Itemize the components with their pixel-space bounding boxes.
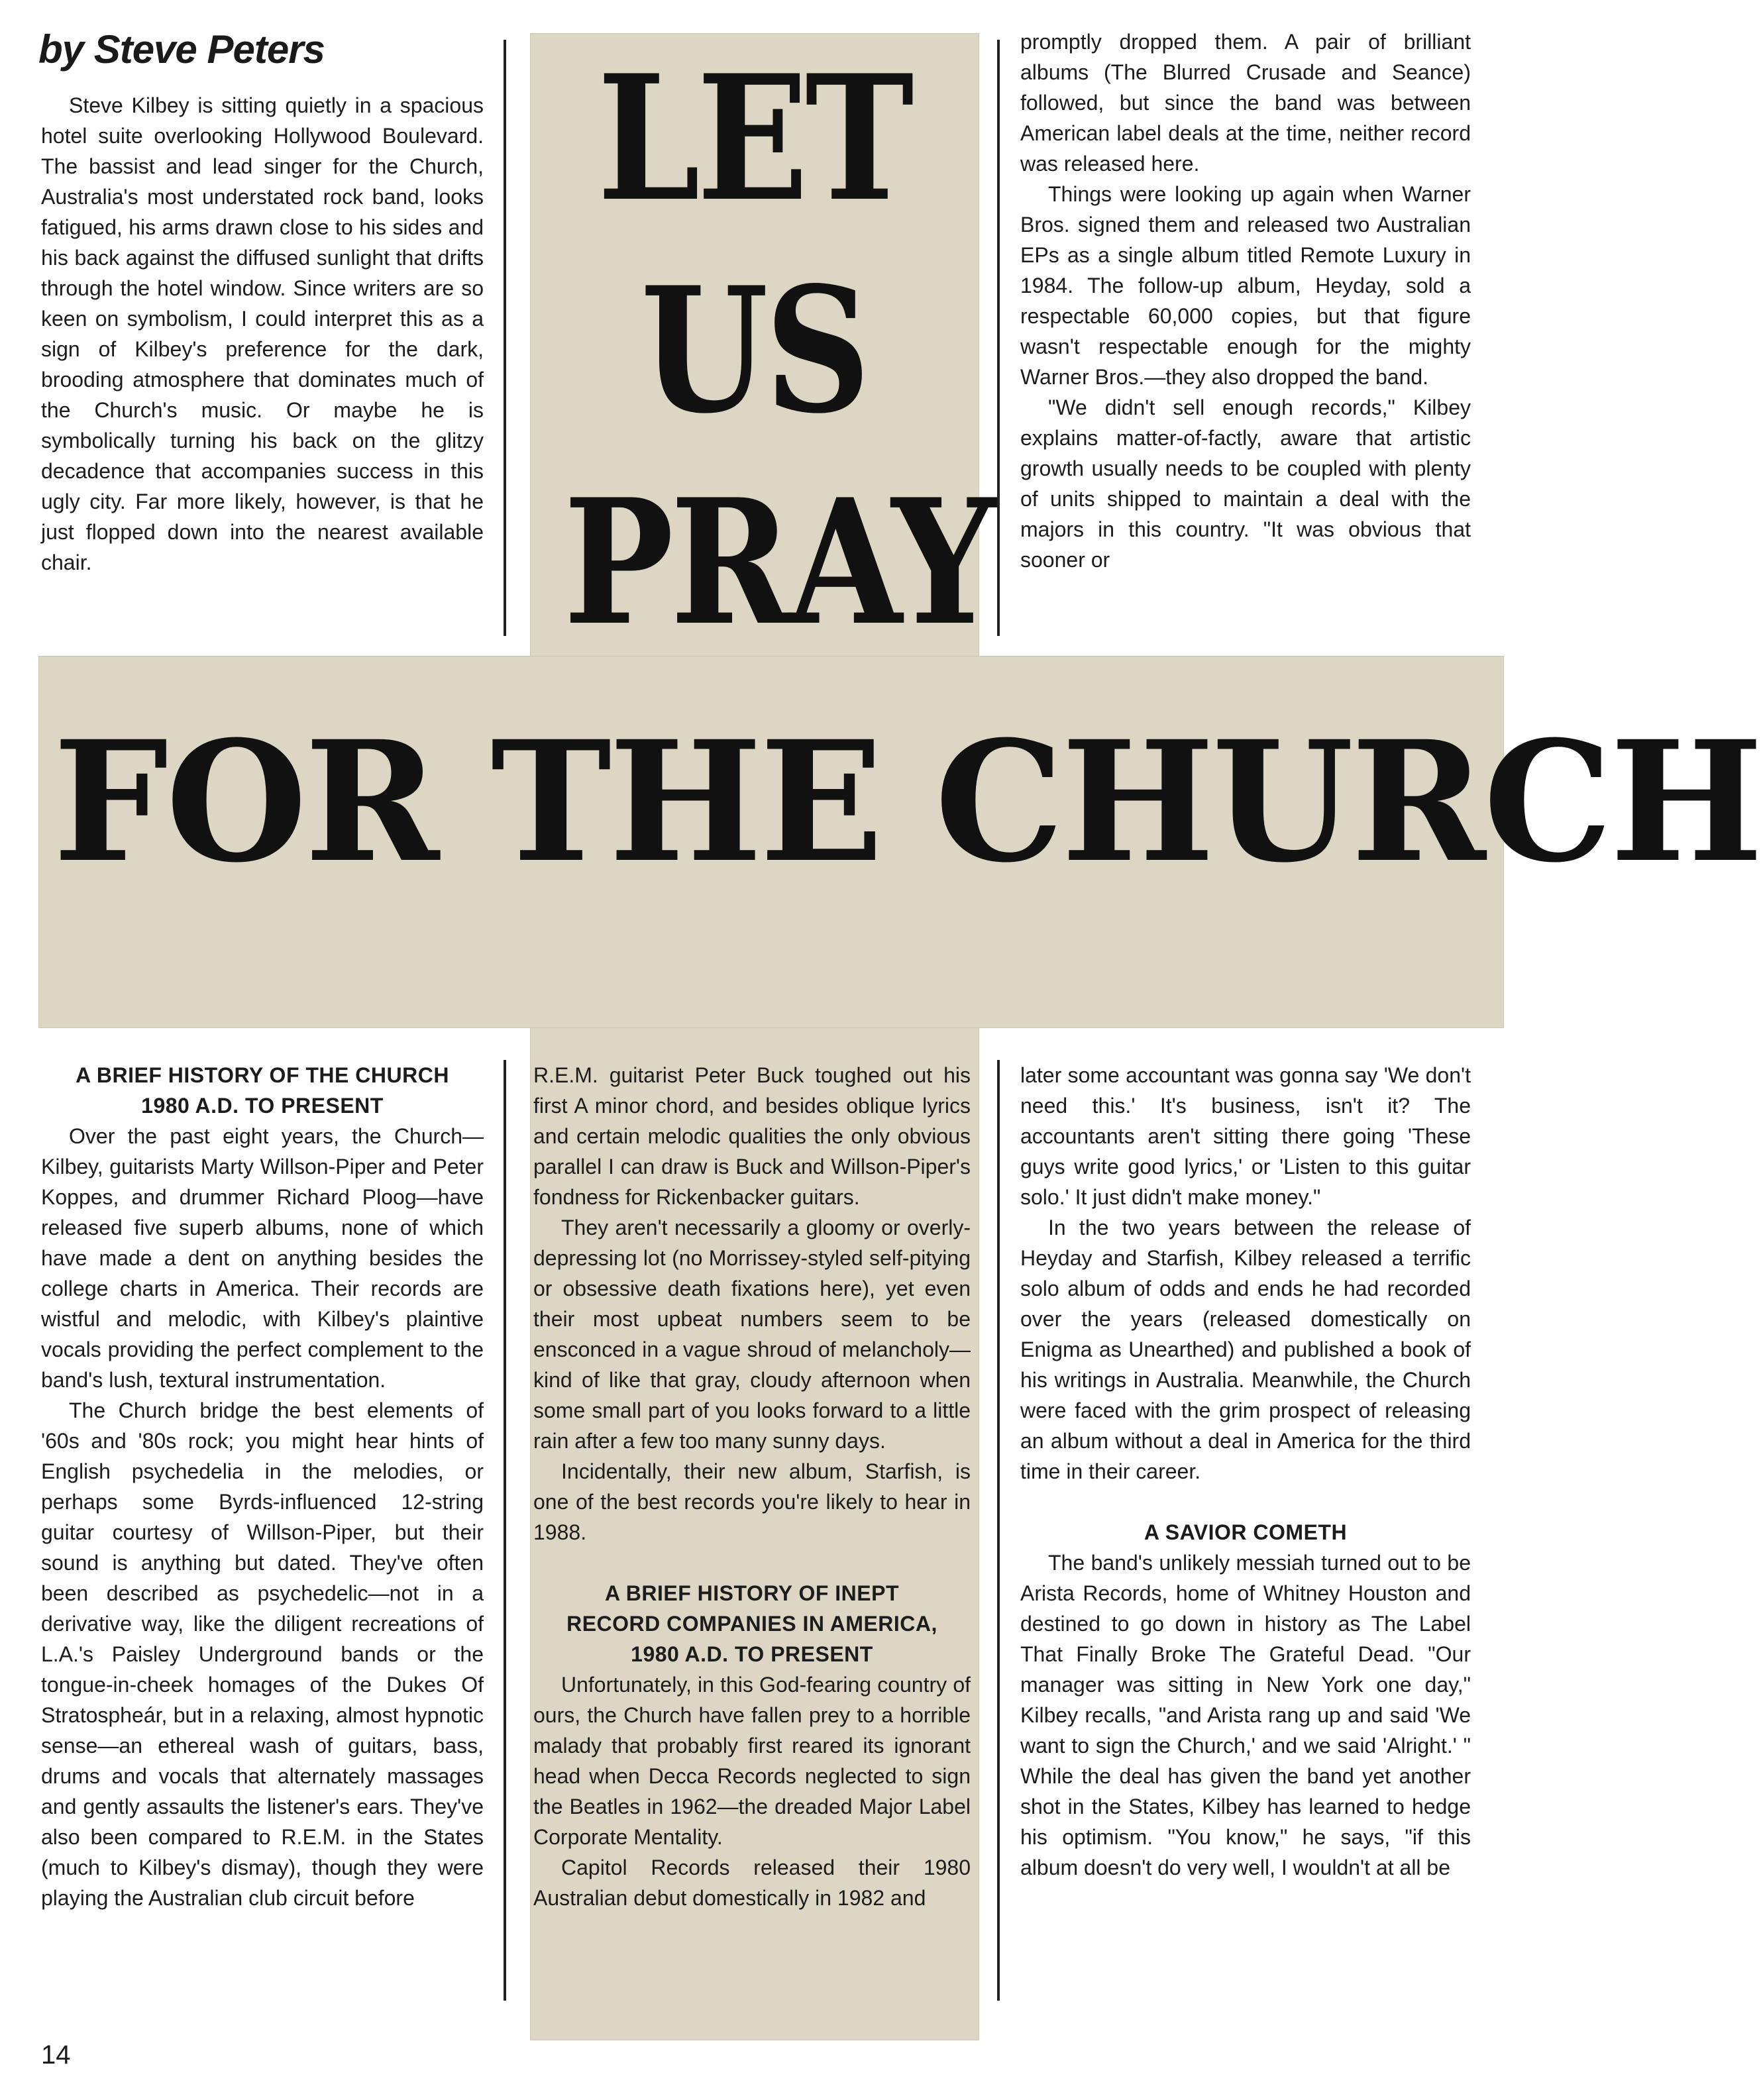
paragraph: The Church bridge the best elements of '60s and '80s rock; you might hear hints of English psychedelia in the melodies, or perhaps some Byrds-influenced 12-string guitar courtesy of Willson-Piper, but their sound is anything but dated. They've often been described as psychedelic—not in a derivative way, like the diligent recreations of L.A.'s Paisley Underground bands or the tongue-in-cheek homages of the Dukes Of Stratospheár, but in a relaxing, almost hypnotic sense—an ethereal wash of guitars, bass, drums and vocals that alternately massages and gently assaults the listener's ears. They've also been compared to R.E.M. in the States (much to Kilbey's dismay), though they were playing the Australian club circuit before <box>41 1398 484 1910</box>
section-heading: A SAVIOR COMETH <box>1144 1520 1348 1544</box>
right-top-column <box>1020 26 1471 575</box>
column-rule <box>504 1060 506 2001</box>
byline: by Steve Peters <box>38 27 325 72</box>
section-heading: A BRIEF HISTORY OF THE CHURCH <box>76 1063 449 1087</box>
paragraph: later some accountant was gonna say 'We don't need this.' It's business, isn't it? The accountants aren't sitting there going 'These guys write good lyrics,' or 'Listen to this guitar solo.' It just didn't make money." <box>1020 1063 1471 1209</box>
intro-column <box>41 90 484 578</box>
paragraph: They aren't necessarily a gloomy or overly-depressing lot (no Morrissey-styled self-pitying or obsessive death fixations here), yet even their most upbeat numbers seem to be ensconced in a vague shroud of melancholy—kind of like that gray, cloudy afternoon when some small part of you looks forward to a little rain after a few too many sunny days. <box>533 1216 971 1453</box>
column-rule <box>997 1060 1000 2001</box>
section-heading: RECORD COMPANIES IN AMERICA, <box>566 1612 937 1636</box>
paragraph: R.E.M. guitarist Peter Buck toughed out his first A minor chord, and besides oblique lyrics and certain melodic qualities the only obvious parallel I can draw is Buck and Willson-Piper's fondness for Rickenbacker guitars. <box>533 1063 971 1209</box>
paragraph: Over the past eight years, the Church—Kilbey, guitarists Marty Willson-Piper and Peter Koppes, and drummer Richard Ploog—have released five superb albums, none of which have made a dent on anything besides the college charts in America. Their records are wistful and melodic, with Kilbey's plaintive vocals providing the perfect complement to the band's lush, textural instrumentation. <box>41 1124 484 1392</box>
section-heading: 1980 A.D. TO PRESENT <box>631 1642 873 1666</box>
paragraph: Capitol Records released their 1980 Australian debut domestically in 1982 and <box>533 1856 971 1910</box>
paragraph: promptly dropped them. A pair of brilliant albums (The Blurred Crusade and Seance) followed, but since the band was between American label deals at the time, neither record was released here. <box>1020 30 1471 176</box>
paragraph: In the two years between the release of Heyday and Starfish, Kilbey released a terrific solo album of odds and ends he had recorded over the years (released domestically on Enigma as Unearthed) and published a book of his writings in Australia. Meanwhile, the Church were faced with the grim prospect of releasing an album without a deal in America for the third time in their career. <box>1020 1216 1471 1483</box>
page-number: 14 <box>41 2040 71 2070</box>
section-heading: A BRIEF HISTORY OF INEPT <box>604 1581 900 1605</box>
intro-paragraph: Steve Kilbey is sitting quietly in a spacious hotel suite overlooking Hollywood Boulevard. The bassist and lead singer for the Church, Australia's most understated rock band, looks fatigued, his arms drawn close to his sides and his back against the diffused sunlight that drifts through the hotel window. Since writers are so keen on symbolism, I could interpret this as a sign of Kilbey's preference for the dark, brooding atmosphere that dominates much of the Church's music. Or maybe he is symbolically turning his back on the glitzy decadence that accompanies success in this ugly city. Far more likely, however, is that he just flopped down into the nearest available chair. <box>41 93 484 574</box>
paragraph: The band's unlikely messiah turned out to be Arista Records, home of Whitney Houston and destined to go down in history as The Label That Finally Broke The Grateful Dead. "Our manager was sitting in New York one day," Kilbey recalls, "and Arista rang up and said 'We want to sign the Church,' and we said 'Alright.' " While the deal has given the band yet another shot in the States, Kilbey has learned to hedge his optimism. "You know," he says, "if this album doesn't do very well, I wouldn't at all be <box>1020 1551 1471 1879</box>
left-bottom-column <box>41 1060 484 1913</box>
paragraph: Incidentally, their new album, Starfish, is one of the best records you're likely to hear in 1988. <box>533 1459 971 1544</box>
paragraph: "We didn't sell enough records," Kilbey explains matter-of-factly, aware that artistic growth usually needs to be coupled with plenty of units shipped to maintain a deal with the majors in this country. "It was obvious that sooner or <box>1020 395 1471 572</box>
middle-bottom-column <box>533 1060 971 1913</box>
headline-line-1: LET <box>597 38 911 240</box>
section-heading: 1980 A.D. TO PRESENT <box>141 1094 384 1118</box>
column-rule <box>504 40 506 636</box>
right-bottom-column <box>1020 1060 1471 1883</box>
headline-line-2: US <box>640 250 868 452</box>
column-rule <box>997 40 1000 636</box>
headline-line-3: PRAY <box>563 462 993 664</box>
paragraph: Things were looking up again when Warner Bros. signed them and released two Australian EPs as a single album titled Remote Luxury in 1984. The follow-up album, Heyday, sold a respectable 60,000 copies, but that figure wasn't respectable enough for the mighty Warner Bros.—they also dropped the band. <box>1020 182 1471 389</box>
paragraph: Unfortunately, in this God-fearing country of ours, the Church have fallen prey to a horrible malady that probably first reared its ignorant head when Decca Records neglected to sign the Beatles in 1962—the dreaded Major Label Corporate Mentality. <box>533 1673 971 1849</box>
headline-line-4: FOR THE CHURCH <box>53 704 1761 899</box>
